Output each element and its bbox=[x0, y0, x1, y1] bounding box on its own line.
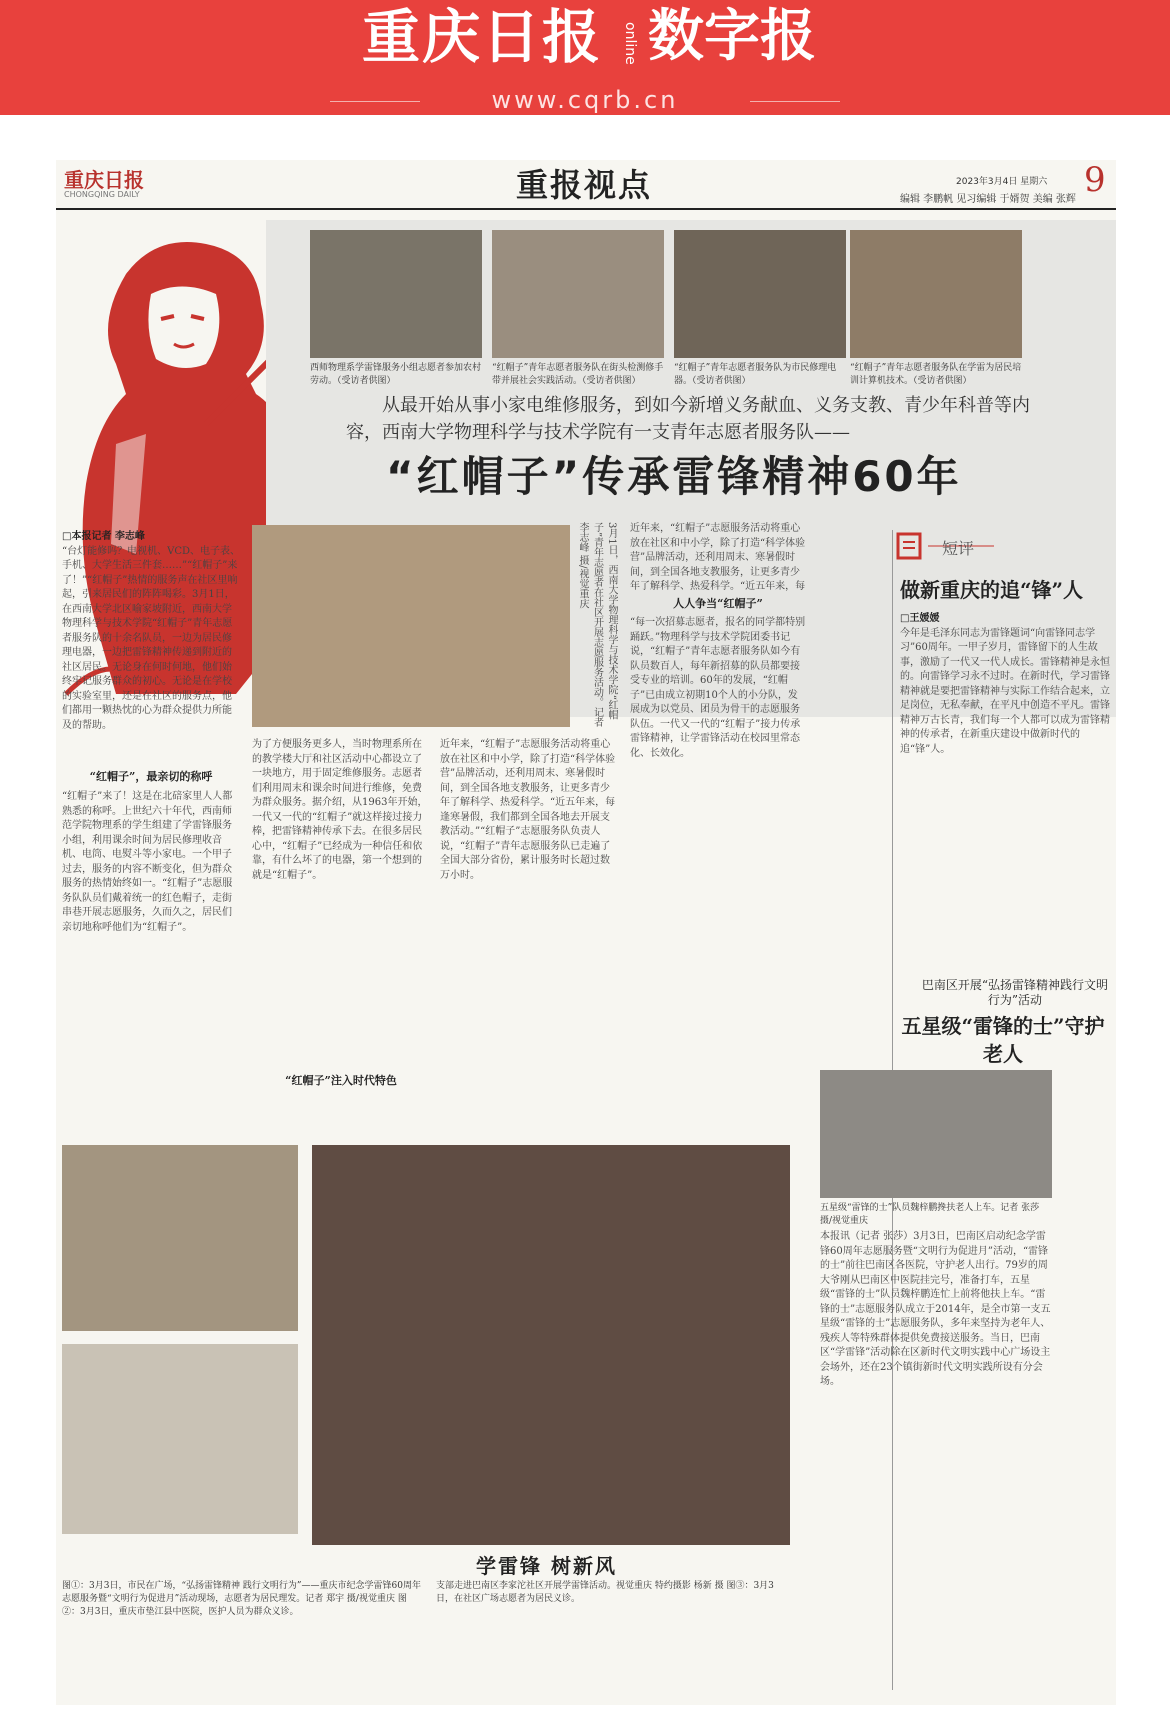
issue-date: 2023年3月4日 星期六 bbox=[956, 177, 1048, 187]
photo-computer-training[interactable] bbox=[850, 230, 1022, 358]
article-subhead-1: “红帽子”，最亲切的称呼 bbox=[89, 770, 213, 783]
site-logo[interactable]: 重庆日报 bbox=[362, 3, 603, 71]
masthead-rule bbox=[56, 208, 1116, 210]
side-story-body bbox=[820, 1230, 1052, 1700]
url-divider-left bbox=[330, 101, 420, 102]
bottom-captions-left: 图①：3月3日，市民在广场，“弘扬雷锋精神 践行文明行为”——重庆市纪念学雷锋60周年志愿服务暨“文明行为促进月”活动现场，志愿者为居民理发。记者 郑宇 摄/视觉重庆 图②：3月3日，重庆市垫江县中医院，医护人员为群众义诊。 bbox=[62, 1581, 421, 1617]
article-column-4-top bbox=[630, 522, 806, 592]
commentary-tag: 短评 bbox=[942, 539, 975, 558]
article-col2-text: 为了方便服务更多人，当时物理系所在的教学楼大厅和社区活动中心都设立了一块地方，用于固定维修服务。志愿者们利用周末和课余时间进行维修，免费为群众服务。据介绍，从1963年开始，一代又一代的“红帽子”就这样接过接力棒，把雷锋精神传承下去。在很多居民心中，“红帽子”已经成为一种信任和依靠，有什么坏了的电器，第一个想到的就是“红帽子”。 bbox=[252, 739, 428, 881]
site-banner bbox=[0, 0, 1170, 115]
article-col1b-text: “红帽子”来了！这是在北碚家里人人都熟悉的称呼。上世纪六十年代，西南师范学院物理系的学生组建了学雷锋服务小组，利用课余时间为居民修理收音机、电筒、电熨斗等小家电。一个甲子过去，服务的内容不断变化，但为群众服务的热情始终如一。“红帽子”志愿服务队队员们戴着统一的红色帽子，走街串巷开展志愿服务，久而久之，居民们亲切地称呼他们为“红帽子”。 bbox=[62, 791, 233, 933]
side-story-headline: 五星级“雷锋的士”守护老人 bbox=[901, 1014, 1105, 1066]
commentary-text: 今年是毛泽东同志为雷锋题词“向雷锋同志学习”60周年。一甲子岁月，雷锋留下的人生故事，激励了一代又一代人成长。雷锋精神是永恒的。向雷锋学习永不过时。在新时代，学习雷锋精神就是要把雷锋精神与实际工作结合起来，立足岗位，无私奉献，在平凡中创造不平凡。雷锋精神万古长青，我们每一个人都可以成为雷锋精神的传承者，在新重庆建设中做新时代的追“锋”人。 bbox=[900, 627, 1110, 755]
article-column-2 bbox=[252, 738, 430, 1100]
paper-logo-english: CHONGQING DAILY bbox=[64, 190, 140, 199]
article-column-1b bbox=[62, 790, 240, 1100]
photo-bottom-1[interactable] bbox=[62, 1145, 298, 1331]
article-column-3 bbox=[440, 738, 618, 1100]
article-col4-top-text: 近年来，“红帽子”志愿服务活动将重心放在社区和中小学，除了打造“科学体验营”品牌活动，还利用周末、寒暑假时间，到全国各地支教服务，让更多青少年了解科学、热爱科学。“近五年来，每 bbox=[630, 523, 806, 592]
event-photo-caption: 3月1日，西南大学物理科学与技术学院“红帽子”青年志愿者在社区开展志愿服务活动。记者 李志峰 摄/视觉重庆 bbox=[577, 522, 617, 728]
photo-caption-1: 西师物理系学雷锋服务小组志愿者参加农村劳动。（受访者供图） bbox=[310, 363, 482, 386]
photo-caption-4: “红帽子”青年志愿者服务队在学雷为居民培训计算机技术。（受访者供图） bbox=[850, 363, 1022, 386]
commentary-title: 做新重庆的追“锋”人 bbox=[900, 578, 1084, 602]
commentary-box bbox=[894, 530, 1116, 1010]
url-divider-right bbox=[750, 101, 840, 102]
newspaper-page bbox=[56, 160, 1116, 1705]
page-number: 9 bbox=[1084, 160, 1106, 200]
photo-caption-3: “红帽子”青年志愿者服务队为市民修理电器。（受访者供图） bbox=[674, 363, 837, 386]
story-headline: “红帽子”传承雷锋精神60年 bbox=[386, 452, 962, 501]
commentary-body bbox=[900, 612, 1110, 1002]
section-title: 重报视点 bbox=[516, 166, 653, 204]
article-col1-text: “台灯能修吗？电视机、VCD、电子表、手机、大学生活三件套……”“红帽子”来了！”“红帽子”热情的服务声在社区里响起，引来居民们的阵阵喝彩。3月1日，在西南大学北区喻家坡附近，西南大学物理科学与技术学院“红帽子”青年志愿者服务队的十余名队员，一边为居民修理电器，一边把雷锋精神传递到附近的社区居民。无论身在何时何地，他们始终牢记服务群众的初心。无论是在学校的实验室里，还是在社区的服务点，他们都用一颗热忱的心为群众提供力所能及的帮助。 bbox=[62, 545, 240, 731]
side-story-kicker: 巴南区开展“弘扬雷锋精神践行文明行为”活动 bbox=[921, 978, 1109, 1007]
side-story-text: 本报讯（记者 张莎）3月3日，巴南区启动纪念学雷锋60周年志愿服务暨“文明行为促进月”活动，“雷锋的士”前往巴南区各医院，守护老人出行。79岁的周大爷刚从巴南区中医院挂完号，准备打车，五星级“雷锋的士”队员魏梓鹏连忙上前将他扶上车。“雷锋的士”志愿服务队成立于2014年，是全市第一支五星级“雷锋的士”志愿服务队，多年来坚持为老年人、残疾人等特殊群体提供免费接送服务。当日，巴南区“学雷锋”活动除在区新时代文明实践中心广场设主会场外，还在23个镇街新时代文明实践所设有分会场。 bbox=[820, 1231, 1051, 1387]
article-col4-text: “每一次招募志愿者，报名的同学都特别踊跃。”物理科学与技术学院团委书记说，“红帽子”青年志愿者服务队如今有队员数百人，每年新招募的队员都要接受专业的培训。60年的发展，“红帽子”已由成立初期10个人的小分队，发展成为以党员、团员为骨干的志愿服务队伍。一代又一代的“红帽子”接力传承雷锋精神，让学雷锋活动在校园里常态化、长效化。 bbox=[630, 617, 806, 759]
side-photo-caption: 五星级“雷锋的士”队员魏梓鹏搀扶老人上车。记者 张莎 摄/视觉重庆 bbox=[820, 1203, 1040, 1226]
photo-caption-2: “红帽子”青年志愿者服务队在街头检测修手带并展社会实践活动。（受访者供图） bbox=[492, 363, 664, 386]
photo-street-service[interactable] bbox=[492, 230, 664, 358]
story-intro: 从最开始从事小家电维修服务，到如今新增义务献血、义务支教、青少年科普等内容，西南大学物理科学与技术学院有一支青年志愿者服务队—— bbox=[346, 395, 1030, 443]
editors-line: 编辑 李鹏帆 见习编辑 于婿贺 美编 张辉 bbox=[900, 194, 1076, 205]
site-url[interactable]: www.cqrb.cn bbox=[491, 86, 679, 114]
bottom-spread-title: 学雷锋 树新风 bbox=[476, 1554, 617, 1578]
commentary-byline: □王媛媛 bbox=[900, 613, 940, 624]
paper-logo: 重庆日报 bbox=[64, 168, 144, 192]
photo-farm-work[interactable] bbox=[310, 230, 482, 358]
photo-bottom-2[interactable] bbox=[62, 1344, 298, 1534]
article-column-4 bbox=[630, 616, 806, 1100]
article-subhead-3: 人人争当“红帽子” bbox=[673, 597, 763, 610]
photo-repair-appliances[interactable] bbox=[674, 230, 846, 358]
photo-volunteer-event[interactable] bbox=[252, 525, 570, 727]
site-subtitle: 数字报 bbox=[648, 4, 816, 69]
article-byline: □本报记者 李志峰 bbox=[62, 531, 145, 542]
photo-leifeng-taxi[interactable] bbox=[820, 1070, 1052, 1198]
article-subhead-2: “红帽子”注入时代特色 bbox=[285, 1074, 397, 1087]
photo-bottom-main[interactable] bbox=[312, 1145, 790, 1545]
article-col3-text: 近年来，“红帽子”志愿服务活动将重心放在社区和中小学，除了打造“科学体验营”品牌活动，还利用周末、寒暑假时间，到全国各地支教服务，让更多青少年了解科学、热爱科学。“近五年来，每逢寒暑假，我们都到全国各地去开展支教活动。”“红帽子”志愿服务队负责人说，“红帽子”青年志愿服务队已走遍了全国大部分省份，累计服务时长超过数万小时。 bbox=[440, 739, 616, 881]
logo-online-tag: online bbox=[622, 22, 638, 65]
bottom-captions-right: 支部走进巴南区李家沱社区开展学雷锋活动。视觉重庆 特约摄影 杨新 摄 图③：3月3日，在社区广场志愿者为居民义诊。 bbox=[436, 1581, 774, 1604]
